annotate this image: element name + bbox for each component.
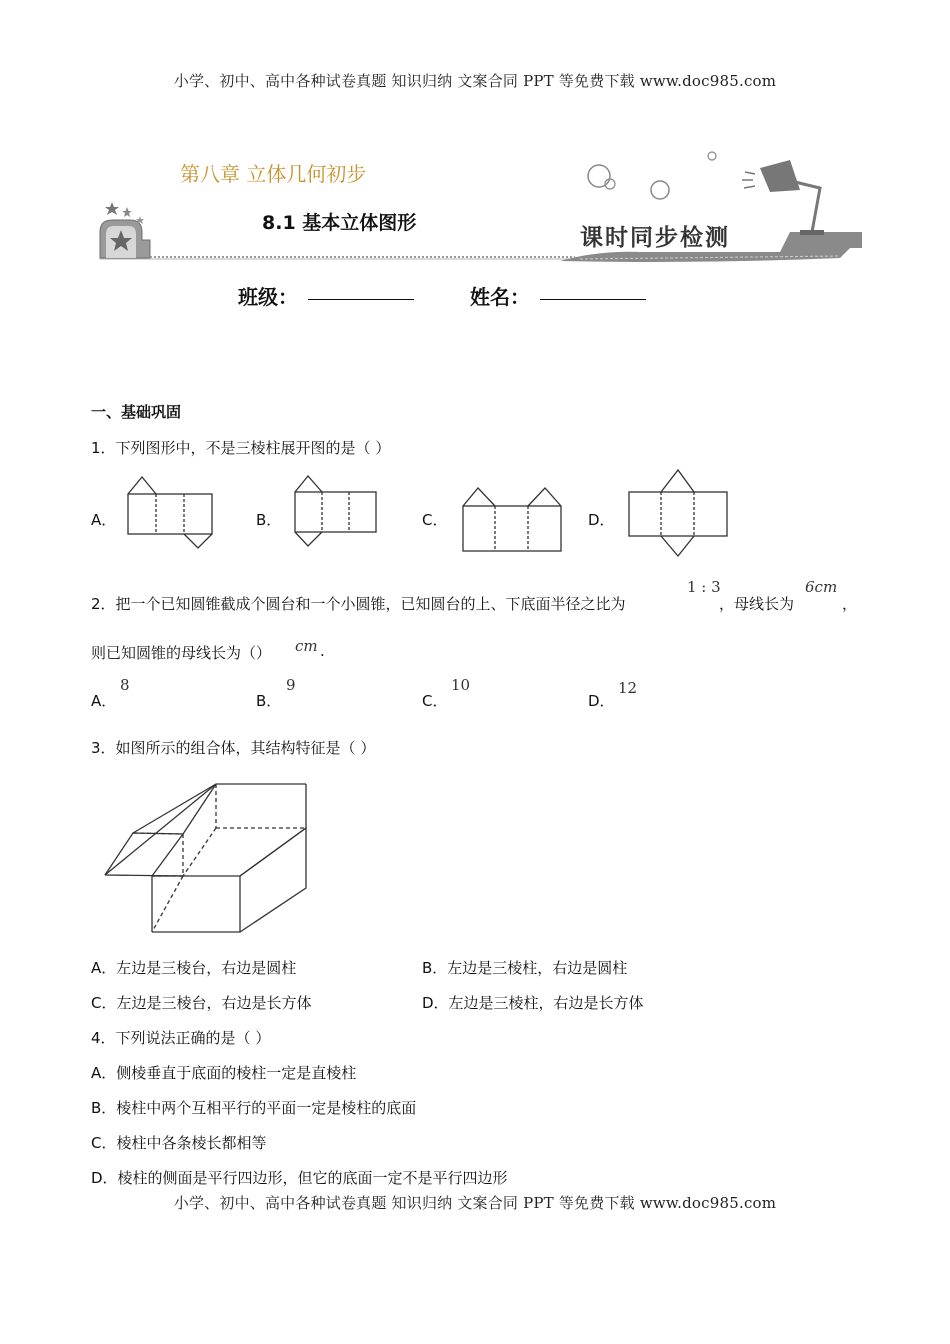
lesson-title: 8.1 基本立体图形 bbox=[262, 212, 417, 234]
q4-option-b[interactable]: B．棱柱中两个互相平行的平面一定是棱柱的底面 bbox=[91, 1099, 417, 1117]
q2-period: . bbox=[320, 642, 325, 660]
q4-option-d[interactable]: D．棱柱的侧面是平行四边形，但它的底面一定不是平行四边形 bbox=[91, 1169, 508, 1187]
q2-stem-part3: ， bbox=[842, 595, 858, 613]
sync-check-label: 课时同步检测 bbox=[580, 225, 730, 251]
q2-option-a-label[interactable]: A． bbox=[91, 692, 117, 710]
q2-stem-part1: 2．把一个已知圆锥截成个圆台和一个小圆锥，已知圆台的上、下底面半径之比为 bbox=[91, 595, 626, 613]
q2-option-c-value: 10 bbox=[451, 676, 471, 694]
q2-option-b-value: 9 bbox=[286, 676, 296, 694]
q2-option-c-label[interactable]: C． bbox=[422, 692, 448, 710]
class-label: 班级： bbox=[238, 285, 298, 309]
q4-option-a[interactable]: A．侧棱垂直于底面的棱柱一定是直棱柱 bbox=[91, 1064, 357, 1082]
q2-ratio: 1 : 3 bbox=[687, 578, 721, 596]
star-badge-icon bbox=[100, 202, 150, 258]
q1-net-b bbox=[292, 472, 382, 562]
q4-stem: 4．下列说法正确的是（ ） bbox=[91, 1029, 271, 1047]
q3-option-c[interactable]: C．左边是三棱台，右边是长方体 bbox=[91, 994, 312, 1012]
q3-option-b[interactable]: B．左边是三棱柱，右边是圆柱 bbox=[422, 959, 628, 977]
q4-option-c[interactable]: C．棱柱中各条棱长都相等 bbox=[91, 1134, 267, 1152]
q1-net-a bbox=[125, 475, 215, 555]
q3-stem: 3．如图所示的组合体，其结构特征是（ ） bbox=[91, 739, 376, 757]
class-blank[interactable] bbox=[308, 299, 414, 300]
q2-unit: cm bbox=[295, 637, 318, 655]
q1-option-b[interactable]: B． bbox=[256, 511, 282, 529]
name-blank[interactable] bbox=[540, 299, 646, 300]
q2-option-d-value: 12 bbox=[618, 679, 638, 697]
q2-option-d-label[interactable]: D． bbox=[588, 692, 615, 710]
q1-net-d bbox=[626, 466, 736, 566]
q3-composite-solid-figure bbox=[100, 778, 320, 938]
desk-lamp-icon bbox=[742, 160, 824, 235]
banner-graphic bbox=[0, 140, 950, 280]
q1-option-c[interactable]: C． bbox=[422, 511, 448, 529]
q1-net-c bbox=[460, 484, 570, 559]
q3-option-d[interactable]: D．左边是三棱柱，右边是长方体 bbox=[422, 994, 644, 1012]
q2-option-b-label[interactable]: B． bbox=[256, 692, 282, 710]
site-footer: 小学、初中、高中各种试卷真题 知识归纳 文案合同 PPT 等免费下载 www.doc985.com bbox=[173, 1194, 777, 1212]
site-header: 小学、初中、高中各种试卷真题 知识归纳 文案合同 PPT 等免费下载 www.doc985.com bbox=[173, 72, 777, 90]
q2-line2: 则已知圆锥的母线长为（） bbox=[91, 644, 272, 662]
q1-option-a[interactable]: A． bbox=[91, 511, 117, 529]
q3-option-a[interactable]: A．左边是三棱台，右边是圆柱 bbox=[91, 959, 297, 977]
chapter-title: 第八章 立体几何初步 bbox=[180, 162, 367, 186]
q2-option-a-value: 8 bbox=[120, 676, 130, 694]
q1-option-d[interactable]: D． bbox=[588, 511, 615, 529]
q1-stem: 1．下列图形中，不是三棱柱展开图的是（ ） bbox=[91, 439, 391, 457]
q2-length: 6cm bbox=[805, 578, 838, 596]
section-title: 一、基础巩固 bbox=[91, 403, 182, 421]
name-label: 姓名： bbox=[470, 285, 530, 309]
q2-stem-part2: ，母线长为 bbox=[719, 595, 795, 613]
